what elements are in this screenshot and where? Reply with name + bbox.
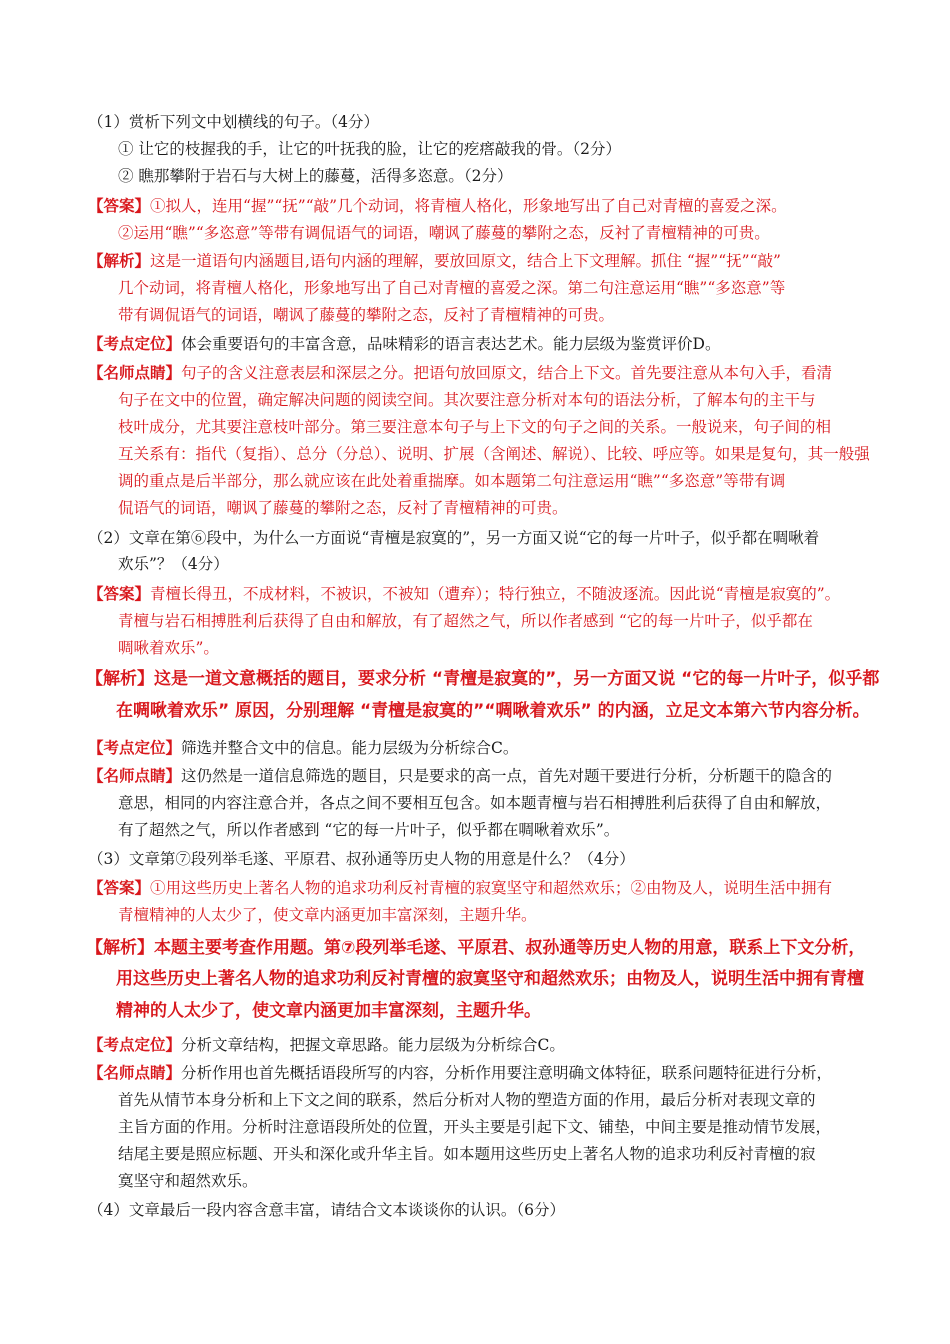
analysis-tag: 【解析】 (88, 251, 151, 270)
teacher-tip-2 (88, 765, 832, 787)
teacher-tip-line: 枝叶成分，尤其要注意枝叶部分。第三要注意本句子与上下文的句子之间的关系。一般说来，句子间的相 (118, 418, 832, 436)
question-2-title: （2）文章在第⑥段中，为什么一方面说“青檀是寂寞的”，另一方面又说“它的每一片叶子，似乎都在啁啾着 (88, 529, 820, 547)
answer-block-1 (88, 195, 787, 217)
key-point-tag: 【考点定位】 (88, 1035, 182, 1054)
analysis-line: 用这些历史上著名人物的追求功利反衬青檀的寂寞坚守和超然欢乐；由物及人，说明生活中拥有青檀 (116, 969, 864, 989)
teacher-tip-line: 调的重点是后半部分，那么就应该在此处着重揣摩。如本题第二句注意运用“瞧”“多恣意”等带有调 (118, 472, 786, 490)
teacher-tip-line: 分析作用也首先概括语段所写的内容，分析作用要注意明确文体特征，联系问题特征进行分析， (181, 1064, 833, 1082)
teacher-tip-line: 互关系有：指代（复指）、总分（分总）、说明、扩展（含阐述、解说）、比较、呼应等。如果是复句，其一般强 (118, 445, 870, 463)
key-point-tag: 【考点定位】 (88, 738, 182, 757)
analysis-block-3 (86, 937, 865, 959)
key-point-text: 筛选并整合文中的信息。能力层级为分析综合C。 (181, 739, 519, 757)
key-point-text: 体会重要语句的丰富含意，品味精彩的语言表达艺术。能力层级为鉴赏评价D。 (181, 335, 721, 353)
key-point-3 (88, 1034, 565, 1056)
answer-line: 青檀与岩石相搏胜利后获得了自由和解放，有了超然之气，所以作者感到 “它的每一片叶子，似乎都在 (118, 612, 813, 630)
question-3-title: （3）文章第⑦段列举毛遂、平原君、叔孙通等历史人物的用意是什么？（4分） (88, 850, 635, 868)
key-point-1 (88, 333, 720, 355)
answer-line: 青檀长得丑，不成材料，不被识，不被知（遭弃）；特行独立，不随波逐流。因此说“青檀是寂寞的”。 (150, 585, 841, 603)
teacher-tip-tag: 【名师点睛】 (88, 1063, 182, 1082)
teacher-tip-line: 这仍然是一道信息筛选的题目，只是要求的高一点，首先对题干要进行分析，分析题干的隐含的 (181, 767, 833, 785)
teacher-tip-1 (88, 362, 832, 384)
question-1-title: （1）赏析下列文中划横线的句子。（4分） (88, 113, 379, 131)
teacher-tip-line: 主旨方面的作用。分析时注意语段所处的位置，开头主要是引起下文、铺垫，中间主要是推动情节发展， (118, 1118, 832, 1136)
answer-line: ②运用“瞧”“多恣意”等带有调侃语气的词语，嘲讽了藤蔓的攀附之态，反衬了青檀精神的可贵。 (118, 224, 770, 242)
answer-line: ①用这些历史上著名人物的追求功利反衬青檀的寂寞坚守和超然欢乐；②由物及人，说明生活中拥有 (150, 879, 833, 897)
analysis-line: 精神的人太少了，使文章内涵更加丰富深刻，主题升华。 (116, 1001, 541, 1021)
question-4-title: （4）文章最后一段内容含意丰富，请结合文本谈谈你的认识。（6分） (88, 1201, 565, 1219)
answer-line: ①拟人，连用“握”“抚”“敲”几个动词，将青檀人格化，形象地写出了自己对青檀的喜爱之深。 (150, 197, 787, 215)
teacher-tip-line: 句子的含义注意表层和深层之分。把语句放回原文，结合上下文。首先要注意从本句入手，看清 (181, 364, 833, 382)
answer-tag: 【答案】 (88, 584, 151, 603)
teacher-tip-tag: 【名师点睛】 (88, 766, 182, 785)
answer-tag: 【答案】 (88, 196, 151, 215)
answer-line: 青檀精神的人太少了，使文章内涵更加丰富深刻，主题升华。 (118, 906, 537, 924)
key-point-tag: 【考点定位】 (88, 334, 182, 353)
analysis-line: 带有调侃语气的词语，嘲讽了藤蔓的攀附之态，反衬了青檀精神的可贵。 (118, 306, 615, 324)
key-point-text: 分析文章结构，把握文章思路。能力层级为分析综合C。 (181, 1036, 565, 1054)
teacher-tip-tag: 【名师点睛】 (88, 363, 182, 382)
teacher-tip-line: 结尾主要是照应标题、开头和深化或升华主旨。如本题用这些历史上著名人物的追求功利反衬青檀的寂 (118, 1145, 816, 1163)
analysis-block-2 (86, 668, 879, 690)
answer-block-3 (88, 877, 832, 899)
answer-line: 啁啾着欢乐”。 (118, 639, 219, 657)
question-1-sentence-2: ② 瞧那攀附于岩石与大树上的藤蔓，活得多恣意。（2分） (118, 167, 513, 185)
question-1-sentence-1: ① 让它的枝握我的手，让它的叶抚我的脸，让它的疙瘩敲我的骨。（2分） (118, 140, 622, 158)
teacher-tip-line: 首先从情节本身分析和上下文之间的联系，然后分析对人物的塑造方面的作用，最后分析对表现文章的 (118, 1091, 816, 1109)
teacher-tip-3 (88, 1062, 832, 1084)
teacher-tip-line: 意思，相同的内容注意合并，各点之间不要相互包含。如本题青檀与岩石相搏胜利后获得了自由和解放， (118, 794, 832, 812)
analysis-line: 这是一道语句内涵题目,语句内涵的理解，要放回原文，结合上下文理解。抓住 “握”“抚”“敲” (150, 252, 781, 270)
analysis-block-1 (88, 250, 781, 272)
question-2-title-cont: 欢乐”？（4分） (118, 555, 229, 573)
analysis-line: 本题主要考查作用题。第⑦段列举毛遂、平原君、叔孙通等历史人物的用意，联系上下文分析， (154, 938, 866, 958)
teacher-tip-line: 有了超然之气，所以作者感到 “它的每一片叶子，似乎都在啁啾着欢乐”。 (118, 821, 620, 839)
analysis-line: 几个动词，将青檀人格化，形象地写出了自己对青檀的喜爱之深。第二句注意运用“瞧”“多恣意”等 (118, 279, 786, 297)
teacher-tip-line: 寞坚守和超然欢乐。 (118, 1172, 258, 1190)
analysis-line: 这是一道文意概括的题目，要求分析 “青檀是寂寞的”，另一方面又说 “它的每一片叶子，似乎都 (154, 669, 880, 689)
analysis-line: 在啁啾着欢乐” 原因，分别理解 “青檀是寂寞的”“啁啾着欢乐” 的内涵，立足文本第六节内容分析。 (116, 701, 870, 721)
key-point-2 (88, 737, 518, 759)
analysis-tag: 【解析】 (86, 669, 154, 689)
teacher-tip-line: 句子在文中的位置，确定解决问题的阅读空间。其次要注意分析对本句的语法分析，了解本句的主干与 (118, 391, 816, 409)
answer-tag: 【答案】 (88, 878, 151, 897)
answer-block-2 (88, 583, 840, 605)
teacher-tip-line: 侃语气的词语，嘲讽了藤蔓的攀附之态，反衬了青檀精神的可贵。 (118, 499, 568, 517)
analysis-tag: 【解析】 (86, 938, 154, 958)
